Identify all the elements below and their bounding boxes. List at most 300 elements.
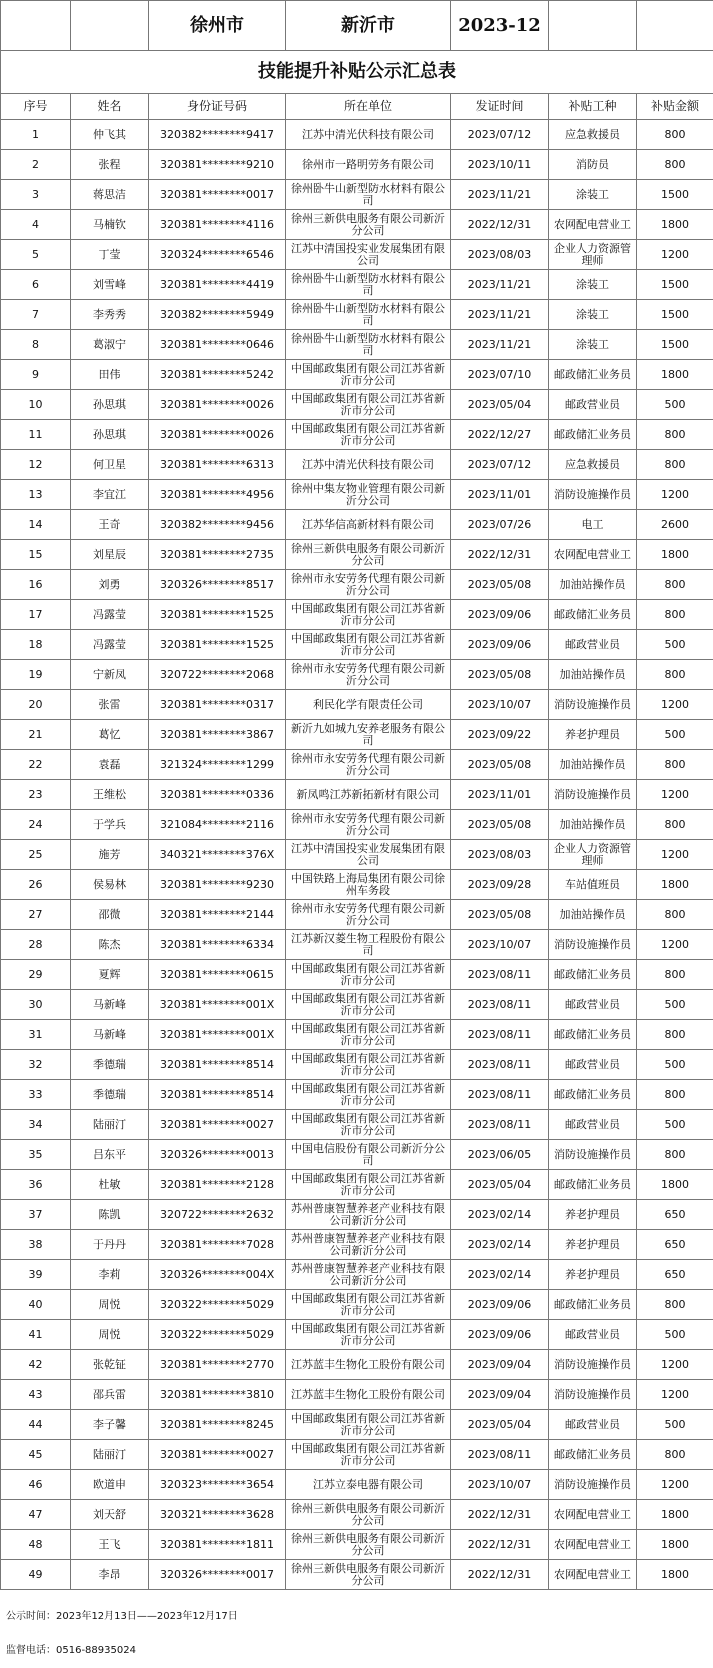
subsidy-amount: 500	[637, 720, 713, 750]
person-name: 王奇	[71, 510, 149, 540]
issue-date: 2022/12/27	[451, 420, 549, 450]
subsidy-job: 养老护理员	[549, 1230, 637, 1260]
id-number: 320381********4956	[149, 480, 286, 510]
issue-date: 2023/08/11	[451, 1020, 549, 1050]
subsidy-amount: 500	[637, 1050, 713, 1080]
id-number: 320322********5029	[149, 1320, 286, 1350]
subsidy-amount: 1500	[637, 300, 713, 330]
row-number: 36	[1, 1170, 71, 1200]
subsidy-job: 农网配电营业工	[549, 1500, 637, 1530]
table-row	[1, 1380, 713, 1410]
table-row	[1, 1350, 713, 1380]
subsidy-job: 消防设施操作员	[549, 480, 637, 510]
id-number: 320322********5029	[149, 1290, 286, 1320]
issue-date: 2023/05/08	[451, 900, 549, 930]
subsidy-amount: 800	[637, 150, 713, 180]
row-number: 19	[1, 660, 71, 690]
subsidy-job: 养老护理员	[549, 1200, 637, 1230]
id-number: 320381********8514	[149, 1050, 286, 1080]
issue-date: 2023/05/04	[451, 1170, 549, 1200]
table-row	[1, 210, 713, 240]
work-unit: 徐州卧牛山新型防水材料有限公司	[286, 180, 451, 210]
subsidy-job: 邮政储汇业务员	[549, 1020, 637, 1050]
work-unit: 江苏蓝丰生物化工股份有限公司	[286, 1350, 451, 1380]
id-number: 320381********7028	[149, 1230, 286, 1260]
subsidy-job: 电工	[549, 510, 637, 540]
issue-date: 2023/06/05	[451, 1140, 549, 1170]
id-number: 320381********8514	[149, 1080, 286, 1110]
table-row	[1, 420, 713, 450]
issue-date: 2023/09/06	[451, 1290, 549, 1320]
row-number: 29	[1, 960, 71, 990]
subsidy-job: 消防设施操作员	[549, 1140, 637, 1170]
person-name: 刘天舒	[71, 1500, 149, 1530]
id-number: 320381********4116	[149, 210, 286, 240]
col-header-job: 补贴工种	[549, 94, 637, 120]
row-number: 47	[1, 1500, 71, 1530]
table-row	[1, 1470, 713, 1500]
work-unit: 江苏中清国投实业发展集团有限公司	[286, 840, 451, 870]
work-unit: 徐州市永安劳务代理有限公司新沂分公司	[286, 900, 451, 930]
row-number: 23	[1, 780, 71, 810]
work-unit: 徐州三新供电服务有限公司新沂分公司	[286, 540, 451, 570]
table-row	[1, 180, 713, 210]
work-unit: 江苏中清国投实业发展集团有限公司	[286, 240, 451, 270]
work-unit: 徐州三新供电服务有限公司新沂分公司	[286, 1560, 451, 1590]
subsidy-amount: 500	[637, 1110, 713, 1140]
person-name: 于学兵	[71, 810, 149, 840]
row-number: 48	[1, 1530, 71, 1560]
subsidy-amount: 1500	[637, 330, 713, 360]
supervision-phone: 监督电话：0516-88935024	[6, 1645, 136, 1656]
issue-date: 2023/08/11	[451, 1080, 549, 1110]
table-row	[1, 660, 713, 690]
row-number: 33	[1, 1080, 71, 1110]
work-unit: 徐州市永安劳务代理有限公司新沂分公司	[286, 660, 451, 690]
table-row	[1, 900, 713, 930]
table-row	[1, 270, 713, 300]
subsidy-amount: 800	[637, 660, 713, 690]
id-number: 321084********2116	[149, 810, 286, 840]
issue-date: 2023/10/07	[451, 1470, 549, 1500]
subsidy-amount: 800	[637, 120, 713, 150]
subsidy-amount: 1800	[637, 1500, 713, 1530]
subsidy-job: 加油站操作员	[549, 570, 637, 600]
subsidy-amount: 1800	[637, 1560, 713, 1590]
id-number: 320381********9210	[149, 150, 286, 180]
issue-date: 2022/12/31	[451, 1500, 549, 1530]
row-number: 34	[1, 1110, 71, 1140]
row-number: 40	[1, 1290, 71, 1320]
subsidy-amount: 2600	[637, 510, 713, 540]
row-number: 17	[1, 600, 71, 630]
row-number: 38	[1, 1230, 71, 1260]
subsidy-job: 消防设施操作员	[549, 1350, 637, 1380]
subsidy-job: 邮政营业员	[549, 630, 637, 660]
col-header-name: 姓名	[71, 94, 149, 120]
row-number: 10	[1, 390, 71, 420]
person-name: 刘星辰	[71, 540, 149, 570]
subsidy-job: 邮政储汇业务员	[549, 420, 637, 450]
top-blank-cell	[1, 1, 71, 51]
subsidy-job: 车站值班员	[549, 870, 637, 900]
subsidy-amount: 1200	[637, 1380, 713, 1410]
subsidy-job: 养老护理员	[549, 720, 637, 750]
person-name: 杜敏	[71, 1170, 149, 1200]
subsidy-job: 涂装工	[549, 180, 637, 210]
subsidy-amount: 1800	[637, 1530, 713, 1560]
row-number: 8	[1, 330, 71, 360]
row-number: 45	[1, 1440, 71, 1470]
row-number: 32	[1, 1050, 71, 1080]
work-unit: 中国电信股份有限公司新沂分公司	[286, 1140, 451, 1170]
issue-date: 2023/05/08	[451, 810, 549, 840]
person-name: 施芳	[71, 840, 149, 870]
issue-date: 2023/10/07	[451, 930, 549, 960]
issue-date: 2023/10/11	[451, 150, 549, 180]
issue-date: 2023/07/26	[451, 510, 549, 540]
subsidy-amount: 1200	[637, 930, 713, 960]
subsidy-job: 应急救援员	[549, 450, 637, 480]
issue-date: 2023/09/04	[451, 1350, 549, 1380]
work-unit: 中国邮政集团有限公司江苏省新沂市分公司	[286, 1020, 451, 1050]
id-number: 320381********2128	[149, 1170, 286, 1200]
subsidy-amount: 800	[637, 450, 713, 480]
issue-date: 2023/07/12	[451, 120, 549, 150]
person-name: 丁莹	[71, 240, 149, 270]
work-unit: 江苏立泰电器有限公司	[286, 1470, 451, 1500]
id-number: 320381********2735	[149, 540, 286, 570]
person-name: 李昂	[71, 1560, 149, 1590]
table-row	[1, 720, 713, 750]
subsidy-amount: 500	[637, 990, 713, 1020]
issue-date: 2023/08/11	[451, 1050, 549, 1080]
subsidy-job: 邮政营业员	[549, 1050, 637, 1080]
subsidy-job: 农网配电营业工	[549, 210, 637, 240]
subsidy-amount: 800	[637, 960, 713, 990]
col-header-unit: 所在单位	[286, 94, 451, 120]
issue-date: 2023/11/21	[451, 180, 549, 210]
person-name: 马楠钦	[71, 210, 149, 240]
row-number: 24	[1, 810, 71, 840]
person-name: 张雷	[71, 690, 149, 720]
row-number: 30	[1, 990, 71, 1020]
person-name: 侯易林	[71, 870, 149, 900]
row-number: 12	[1, 450, 71, 480]
page-title: 技能提升补贴公示汇总表	[1, 51, 713, 94]
subsidy-amount: 1800	[637, 1170, 713, 1200]
table-row	[1, 1020, 713, 1050]
table-row	[1, 960, 713, 990]
id-number: 320381********0026	[149, 390, 286, 420]
subsidy-job: 邮政营业员	[549, 1320, 637, 1350]
id-number: 320381********2770	[149, 1350, 286, 1380]
person-name: 周悦	[71, 1320, 149, 1350]
row-number: 5	[1, 240, 71, 270]
top-blank-cell	[549, 1, 637, 51]
issue-date: 2023/11/21	[451, 300, 549, 330]
row-number: 42	[1, 1350, 71, 1380]
issue-date: 2023/05/08	[451, 660, 549, 690]
work-unit: 徐州卧牛山新型防水材料有限公司	[286, 300, 451, 330]
row-number: 21	[1, 720, 71, 750]
row-number: 27	[1, 900, 71, 930]
id-number: 320381********0317	[149, 690, 286, 720]
table-row	[1, 630, 713, 660]
header-row	[1, 94, 713, 120]
subsidy-job: 企业人力资源管理师	[549, 840, 637, 870]
issue-date: 2023/08/11	[451, 1110, 549, 1140]
id-number: 320381********9230	[149, 870, 286, 900]
table-row	[1, 480, 713, 510]
person-name: 陈凯	[71, 1200, 149, 1230]
person-name: 王维松	[71, 780, 149, 810]
subsidy-job: 消防员	[549, 150, 637, 180]
work-unit: 徐州市一路明劳务有限公司	[286, 150, 451, 180]
person-name: 蒋思洁	[71, 180, 149, 210]
subsidy-job: 养老护理员	[549, 1260, 637, 1290]
work-unit: 徐州三新供电服务有限公司新沂分公司	[286, 210, 451, 240]
table-row	[1, 990, 713, 1020]
table-row	[1, 150, 713, 180]
work-unit: 中国邮政集团有限公司江苏省新沂市分公司	[286, 1440, 451, 1470]
work-unit: 苏州普康智慧养老产业科技有限公司新沂分公司	[286, 1260, 451, 1290]
person-name: 仲飞其	[71, 120, 149, 150]
issue-date: 2023/10/07	[451, 690, 549, 720]
subsidy-job: 消防设施操作员	[549, 780, 637, 810]
work-unit: 中国邮政集团有限公司江苏省新沂市分公司	[286, 630, 451, 660]
col-header-no: 序号	[1, 94, 71, 120]
person-name: 刘勇	[71, 570, 149, 600]
issue-date: 2023/07/10	[451, 360, 549, 390]
row-number: 25	[1, 840, 71, 870]
work-unit: 中国铁路上海局集团有限公司徐州车务段	[286, 870, 451, 900]
issue-date: 2023/08/11	[451, 960, 549, 990]
id-number: 320381********1525	[149, 600, 286, 630]
table-row	[1, 1320, 713, 1350]
table-row	[1, 600, 713, 630]
subsidy-amount: 650	[637, 1260, 713, 1290]
issue-date: 2023/09/28	[451, 870, 549, 900]
period-cell: 2023-12	[451, 1, 549, 51]
table-row	[1, 1230, 713, 1260]
person-name: 孙思琪	[71, 390, 149, 420]
person-name: 冯露莹	[71, 630, 149, 660]
issue-date: 2023/09/04	[451, 1380, 549, 1410]
subsidy-job: 邮政储汇业务员	[549, 1440, 637, 1470]
row-number: 13	[1, 480, 71, 510]
id-number: 320381********0615	[149, 960, 286, 990]
work-unit: 新沂九如城九安养老服务有限公司	[286, 720, 451, 750]
id-number: 320381********001X	[149, 990, 286, 1020]
subsidy-job: 企业人力资源管理师	[549, 240, 637, 270]
table-row	[1, 840, 713, 870]
person-name: 邵兵雷	[71, 1380, 149, 1410]
id-number: 320324********6546	[149, 240, 286, 270]
row-number: 44	[1, 1410, 71, 1440]
subsidy-job: 邮政储汇业务员	[549, 1080, 637, 1110]
row-number: 2	[1, 150, 71, 180]
table-row	[1, 1560, 713, 1590]
table-row	[1, 300, 713, 330]
id-number: 320381********4419	[149, 270, 286, 300]
person-name: 葛淑宁	[71, 330, 149, 360]
table-row	[1, 390, 713, 420]
id-number: 320323********3654	[149, 1470, 286, 1500]
id-number: 320321********3628	[149, 1500, 286, 1530]
person-name: 宁新凤	[71, 660, 149, 690]
issue-date: 2022/12/31	[451, 210, 549, 240]
work-unit: 中国邮政集团有限公司江苏省新沂市分公司	[286, 1320, 451, 1350]
subsidy-amount: 1200	[637, 690, 713, 720]
top-row	[1, 1, 713, 51]
row-number: 28	[1, 930, 71, 960]
row-number: 35	[1, 1140, 71, 1170]
table-row	[1, 360, 713, 390]
table-row	[1, 1170, 713, 1200]
table-row	[1, 1500, 713, 1530]
subsidy-amount: 1500	[637, 270, 713, 300]
work-unit: 徐州三新供电服务有限公司新沂分公司	[286, 1530, 451, 1560]
work-unit: 新凤鸣江苏新拓新材有限公司	[286, 780, 451, 810]
subsidy-amount: 800	[637, 1020, 713, 1050]
subsidy-job: 邮政储汇业务员	[549, 600, 637, 630]
issue-date: 2022/12/31	[451, 1560, 549, 1590]
subsidy-job: 消防设施操作员	[549, 1380, 637, 1410]
subsidy-job: 加油站操作员	[549, 900, 637, 930]
work-unit: 徐州市永安劳务代理有限公司新沂分公司	[286, 570, 451, 600]
work-unit: 中国邮政集团有限公司江苏省新沂市分公司	[286, 990, 451, 1020]
issue-date: 2023/09/06	[451, 1320, 549, 1350]
col-header-amount: 补贴金额	[637, 94, 713, 120]
table-row	[1, 1110, 713, 1140]
issue-date: 2023/08/03	[451, 840, 549, 870]
table-row	[1, 1440, 713, 1470]
issue-date: 2022/12/31	[451, 540, 549, 570]
row-number: 14	[1, 510, 71, 540]
subsidy-amount: 800	[637, 1080, 713, 1110]
subsidy-job: 加油站操作员	[549, 750, 637, 780]
work-unit: 苏州普康智慧养老产业科技有限公司新沂分公司	[286, 1230, 451, 1260]
work-unit: 徐州市永安劳务代理有限公司新沂分公司	[286, 750, 451, 780]
subsidy-job: 涂装工	[549, 270, 637, 300]
subsidy-job: 邮政营业员	[549, 1410, 637, 1440]
person-name: 李子馨	[71, 1410, 149, 1440]
work-unit: 江苏华信高新材料有限公司	[286, 510, 451, 540]
subsidy-job: 邮政营业员	[549, 990, 637, 1020]
row-number: 20	[1, 690, 71, 720]
table-row	[1, 870, 713, 900]
person-name: 于丹丹	[71, 1230, 149, 1260]
table-row	[1, 1050, 713, 1080]
person-name: 田伟	[71, 360, 149, 390]
subsidy-amount: 800	[637, 420, 713, 450]
row-number: 41	[1, 1320, 71, 1350]
table-row	[1, 690, 713, 720]
subsidy-amount: 1200	[637, 1470, 713, 1500]
subsidy-job: 邮政储汇业务员	[549, 360, 637, 390]
subsidy-amount: 1200	[637, 240, 713, 270]
subsidy-job: 消防设施操作员	[549, 930, 637, 960]
col-header-date: 发证时间	[451, 94, 549, 120]
subsidy-job: 邮政营业员	[549, 1110, 637, 1140]
person-name: 李宜江	[71, 480, 149, 510]
id-number: 320382********9456	[149, 510, 286, 540]
issue-date: 2023/08/03	[451, 240, 549, 270]
row-number: 37	[1, 1200, 71, 1230]
issue-date: 2023/09/06	[451, 630, 549, 660]
person-name: 何卫星	[71, 450, 149, 480]
subsidy-amount: 1500	[637, 180, 713, 210]
issue-date: 2022/12/31	[451, 1530, 549, 1560]
city-cell: 徐州市	[149, 1, 286, 51]
table-row	[1, 780, 713, 810]
id-number: 320326********8517	[149, 570, 286, 600]
subsidy-amount: 1200	[637, 1350, 713, 1380]
person-name: 孙思琪	[71, 420, 149, 450]
top-blank-cell	[71, 1, 149, 51]
row-number: 18	[1, 630, 71, 660]
id-number: 320381********6313	[149, 450, 286, 480]
id-number: 340321********376X	[149, 840, 286, 870]
work-unit: 中国邮政集团有限公司江苏省新沂市分公司	[286, 360, 451, 390]
person-name: 张乾钲	[71, 1350, 149, 1380]
person-name: 季德瑞	[71, 1050, 149, 1080]
row-number: 26	[1, 870, 71, 900]
issue-date: 2023/09/22	[451, 720, 549, 750]
subsidy-job: 涂装工	[549, 300, 637, 330]
table-row	[1, 330, 713, 360]
subsidy-amount: 800	[637, 1440, 713, 1470]
id-number: 320326********0017	[149, 1560, 286, 1590]
row-number: 4	[1, 210, 71, 240]
subsidy-amount: 1200	[637, 780, 713, 810]
id-number: 320381********3810	[149, 1380, 286, 1410]
work-unit: 中国邮政集团有限公司江苏省新沂市分公司	[286, 1050, 451, 1080]
person-name: 欧道申	[71, 1470, 149, 1500]
person-name: 袁磊	[71, 750, 149, 780]
subsidy-job: 邮政营业员	[549, 390, 637, 420]
person-name: 陆丽汀	[71, 1440, 149, 1470]
table-row	[1, 1200, 713, 1230]
person-name: 季德瑞	[71, 1080, 149, 1110]
subsidy-amount: 1800	[637, 540, 713, 570]
subsidy-amount: 1800	[637, 210, 713, 240]
work-unit: 中国邮政集团有限公司江苏省新沂市分公司	[286, 1080, 451, 1110]
subsidy-job: 邮政储汇业务员	[549, 1290, 637, 1320]
person-name: 王飞	[71, 1530, 149, 1560]
issue-date: 2023/05/08	[451, 570, 549, 600]
subsidy-job: 涂装工	[549, 330, 637, 360]
subsidy-job: 农网配电营业工	[549, 1530, 637, 1560]
row-number: 31	[1, 1020, 71, 1050]
subsidy-amount: 650	[637, 1230, 713, 1260]
issue-date: 2023/02/14	[451, 1260, 549, 1290]
row-number: 3	[1, 180, 71, 210]
id-number: 320722********2632	[149, 1200, 286, 1230]
row-number: 49	[1, 1560, 71, 1590]
person-name: 刘雪峰	[71, 270, 149, 300]
table-row	[1, 1140, 713, 1170]
work-unit: 徐州三新供电服务有限公司新沂分公司	[286, 1500, 451, 1530]
subsidy-amount: 800	[637, 900, 713, 930]
person-name: 李秀秀	[71, 300, 149, 330]
work-unit: 江苏中清光伏科技有限公司	[286, 120, 451, 150]
issue-date: 2023/11/01	[451, 780, 549, 810]
row-number: 15	[1, 540, 71, 570]
issue-date: 2023/09/06	[451, 600, 549, 630]
subsidy-amount: 500	[637, 630, 713, 660]
